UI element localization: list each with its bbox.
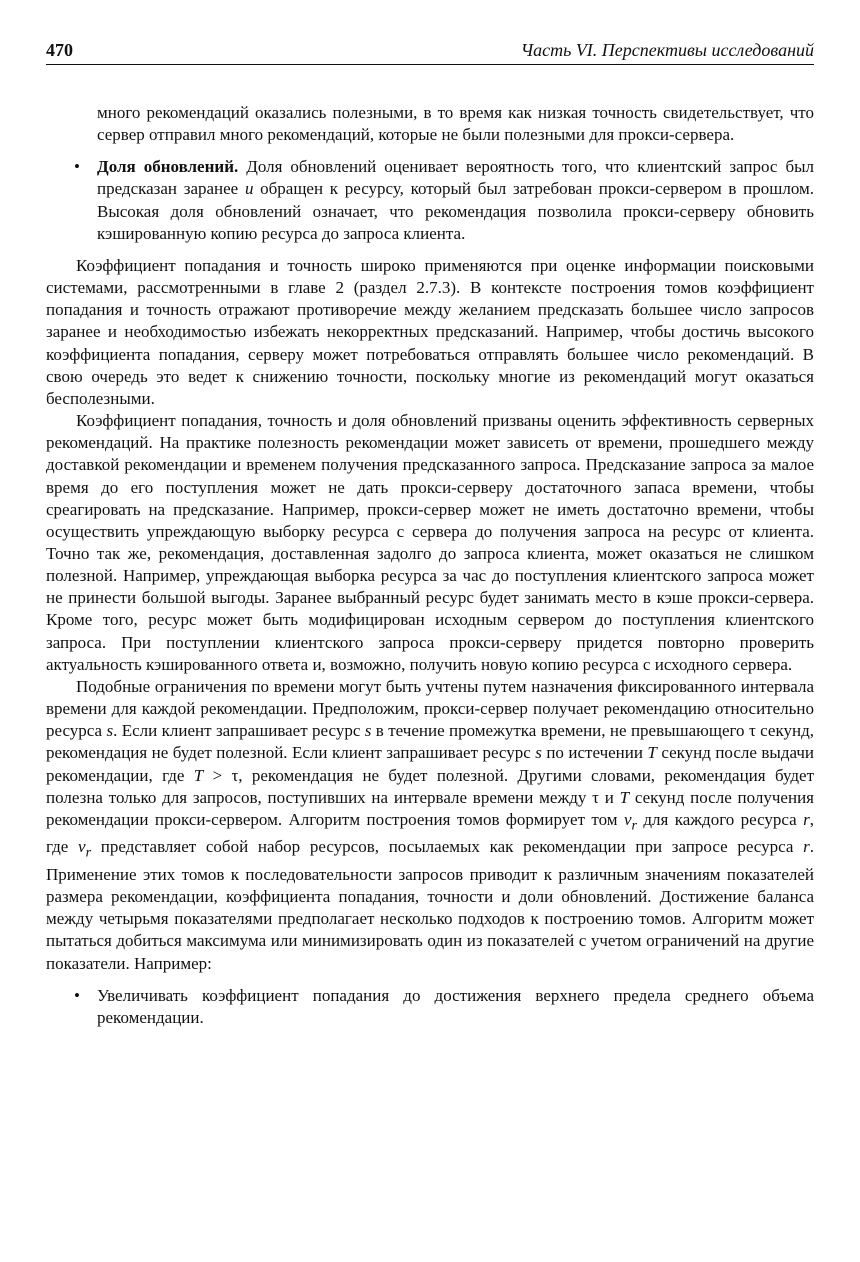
paragraph-time-interval — [46, 676, 814, 975]
bullet-icon: • — [74, 985, 80, 1005]
running-title: Часть VI. Перспективы исследований — [520, 40, 814, 60]
math-symbol: r — [803, 809, 810, 829]
bullet-text: Увеличивать коэффициент попадания до достижения верхнего предела среднего объема рекомендации. — [97, 985, 814, 1027]
bullet-item-increase-hit-ratio — [46, 985, 814, 1029]
book-page — [46, 38, 814, 1248]
text-run: > τ, рекомендация не будет полезной. Другими словами, рекомендация будет полезна только для запросов, поступивших на интервале времени между τ и — [46, 765, 814, 807]
math-symbol: T — [619, 787, 630, 807]
math-symbol: v — [623, 809, 632, 829]
bullet-item-refresh-rate — [46, 156, 814, 245]
bullet-text-part: обращен к ресурсу, который был затребован прокси-сервером в прошлом. Высокая доля обновлений означает, что рекомендация позволила прокси-серверу обновить кэшированную копию ресурса до запроса клиента. — [97, 179, 814, 243]
text-run: секунд после выдачи рекомендации, где — [46, 743, 814, 785]
running-header — [46, 38, 814, 65]
paragraph-hit-ratio: Коэффициент попадания и точность широко применяются при оценке информации поисковыми системами, рассмотренными в главе 2 (раздел 2.7.3). В контексте построения томов коэффициент попадания и точность отражают противоречие между желанием предсказать большее число запросов заранее и необходимостью избежать некорректных предсказаний. Например, чтобы достичь высокого коэффициента попадания, серверу может потребоваться отправлять большее число рекомендаций. В свою очередь это ведет к снижению точности, поскольку многие из рекомендаций могут оказаться бесполезными. — [46, 255, 814, 408]
math-symbol: s — [106, 721, 114, 741]
body-text — [46, 102, 814, 1029]
text-run: . Если клиент запрашивает ресурс — [113, 721, 365, 741]
text-run: , где — [46, 809, 814, 857]
math-symbol: s — [535, 743, 542, 763]
bullet-icon: • — [74, 157, 80, 177]
math-subscript: r — [85, 844, 92, 861]
math-symbol: s — [364, 721, 372, 741]
math-subscript: r — [631, 817, 638, 834]
text-run: Подобные ограничения по времени могут быть учтены путем назначения фиксированного интервала времени для каждой рекомендации. Предположим, прокси-сервер получает рекомендацию относительно ресурса — [46, 676, 814, 741]
text-run: секунд после получения рекомендации прокси-сервером. Алгоритм построения томов формирует том — [46, 787, 814, 829]
text-run: . Применение этих томов к последовательности запросов приводит к различным значениям показателей размера рекомендации, коэффициента попадания, точности и доли обновлений. Достижение баланса между четырьмя показателями предполагает несколько подходов к построению томов. Алгоритм может пытаться добиться максимума или минимизировать один из показателей с учетом ограничений на другие показатели. Например: — [46, 837, 814, 973]
continuation-paragraph: много рекомендаций оказались полезными, в то время как низкая точность свидетельствует, что сервер отправил много рекомендаций, которые не были полезными для прокси-сервера. — [97, 103, 814, 145]
math-symbol: r — [803, 837, 810, 857]
math-symbol: T — [193, 765, 204, 785]
bullet-text-part: Доля обновлений оценивает вероятность того, что клиентский запрос был предсказан заранее — [97, 157, 814, 199]
text-run: по истечении — [541, 743, 648, 763]
text-run: представляет собой набор ресурсов, посылаемых как рекомендации при запросе ресурса — [91, 837, 804, 857]
bullet-term: Доля обновлений. — [97, 157, 239, 177]
math-symbol: v — [78, 837, 86, 857]
page-number: 470 — [46, 40, 73, 60]
emphasis-word: и — [244, 179, 254, 199]
text-run: в течение промежутка времени, не превышающего τ секунд, рекомендация не будет полезной. Если клиент запрашивает ресурс — [46, 721, 814, 763]
paragraph-timing: Коэффициент попадания, точность и доля обновлений призваны оценить эффективность серверных рекомендаций. На практике полезность рекомендации может зависеть от времени, прошедшего между доставкой рекомендации и временем получения предсказанного запроса. Предсказание запроса за малое время до его поступления может не дать прокси-серверу достаточного запаса времени, чтобы среагировать на предсказание. Например, прокси-сервер может не иметь достаточно времени, чтобы осуществить упреждающую выборку ресурса с сервера до получения запроса на ресурс от клиента. Точно так же, рекомендация, доставленная задолго до запроса клиента, может оказаться не слишком полезной. Например, упреждающая выборка ресурса за час до поступления клиентского запроса может не принести большой выгоды. Заранее выбранный ресурс будет занимать место в кэше прокси-сервера. Кроме того, ресурс может быть модифицирован исходным сервером до поступления клиентского запроса. При поступлении клиентского запроса прокси-серверу придется повторно проверить актуальность кэшированного ответа и, возможно, получить новую копию ресурса с исходного сервера. — [46, 411, 814, 674]
text-run: для каждого ресурса — [637, 809, 804, 829]
math-symbol: T — [647, 743, 657, 763]
